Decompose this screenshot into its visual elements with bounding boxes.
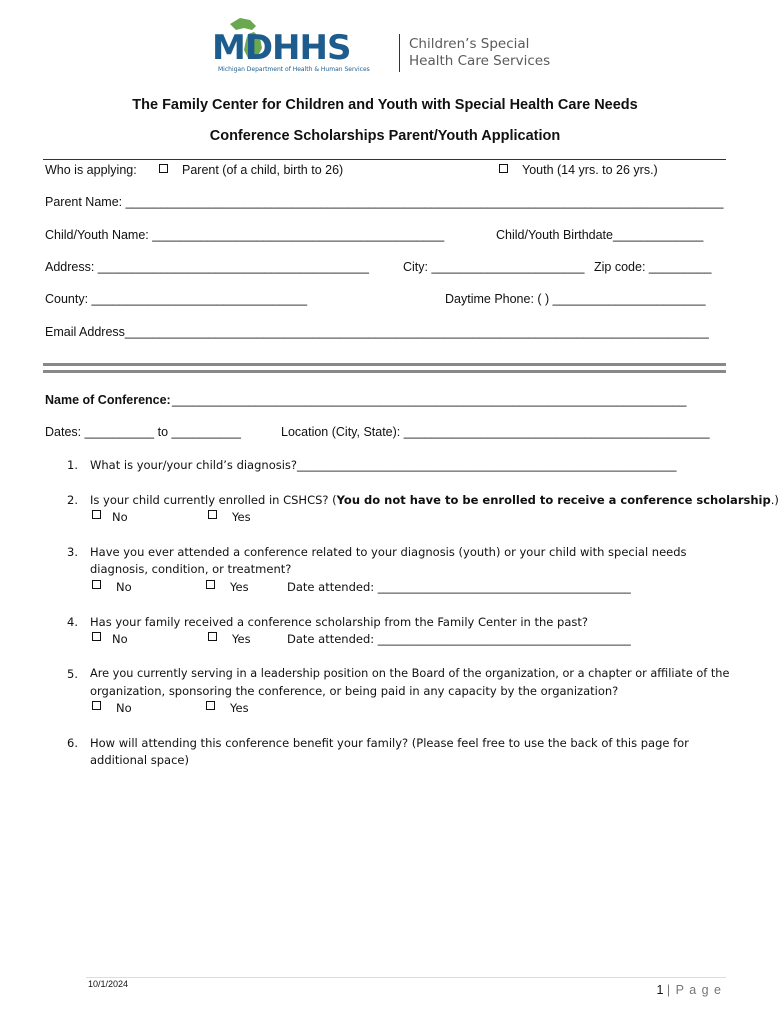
question-5-no-label: No: [116, 701, 132, 715]
question-5-line2: organization, sponsoring the conference, or being paid in any capacity by the organization?: [90, 684, 619, 698]
question-2-yes-checkbox[interactable]: [208, 510, 217, 519]
question-5-yes-label: Yes: [230, 701, 249, 715]
program-name-line2: Health Care Services: [409, 53, 551, 69]
youth-checkbox[interactable]: [499, 164, 508, 173]
question-5-number: 5.: [67, 667, 78, 681]
question-5-yes-checkbox[interactable]: [206, 701, 215, 710]
question-3-no-label: No: [116, 580, 132, 594]
section-divider-bottom: [43, 370, 726, 373]
who-applying-label: Who is applying:: [45, 163, 137, 177]
section-divider-top: [43, 363, 726, 366]
page-title: The Family Center for Children and Youth with Special Health Care Needs: [132, 97, 638, 113]
child-name-field[interactable]: Child/Youth Name: __________________________________________: [45, 228, 445, 242]
city-field[interactable]: City: ______________________: [403, 260, 585, 274]
question-4-no-label: No: [112, 632, 128, 646]
question-4-line1: Has your family received a conference scholarship from the Family Center in the past?: [90, 615, 588, 629]
question-2-number: 2.: [67, 493, 78, 507]
question-5-line1: Are you currently serving in a leadership position on the Board of the organization, or a chapter or affiliate of the: [90, 667, 730, 680]
conference-dates-field[interactable]: Dates: __________ to __________: [45, 425, 242, 439]
conference-name-field[interactable]: __________________________________________________________________________: [172, 393, 687, 407]
child-birthdate-field[interactable]: Child/Youth Birthdate_____________: [496, 228, 704, 242]
youth-option-label: Youth (14 yrs. to 26 yrs.): [522, 163, 658, 177]
question-3-no-checkbox[interactable]: [92, 580, 101, 589]
question-2-tail: .): [770, 493, 779, 507]
conference-name-label: Name of Conference:: [45, 393, 171, 407]
question-3-number: 3.: [67, 545, 78, 559]
parent-name-field[interactable]: Parent Name: ______________________________________________________________________________________: [45, 195, 724, 209]
question-4-no-checkbox[interactable]: [92, 632, 101, 641]
email-field[interactable]: Email Address____________________________________________________________________________________: [45, 325, 709, 339]
mdhhs-logo: [212, 16, 402, 76]
question-2-note: You do not have to be enrolled to receive a conference scholarship: [336, 493, 771, 507]
footer-page: [656, 983, 722, 997]
question-2-yes-label: Yes: [232, 510, 251, 524]
conference-location-field[interactable]: Location (City, State): ____________________________________________: [281, 425, 710, 439]
program-name-line1: Children’s Special: [409, 36, 530, 52]
county-field[interactable]: County: _______________________________: [45, 292, 308, 306]
footer-date: 10/1/2024: [88, 979, 129, 989]
footer-rule: [86, 977, 726, 978]
logo-subtext: Michigan Department of Health & Human Services: [218, 66, 370, 73]
question-4-yes-label: Yes: [232, 632, 251, 646]
question-3-line1: Have you ever attended a conference related to your diagnosis (youth) or your child with special needs: [90, 545, 687, 559]
question-3-date-field[interactable]: Date attended: ____________________________________________: [287, 580, 631, 594]
page-number: 1: [656, 983, 664, 997]
question-2-text: [90, 493, 779, 507]
address-field[interactable]: Address: _______________________________________: [45, 260, 369, 274]
parent-checkbox[interactable]: [159, 164, 168, 173]
question-3-yes-label: Yes: [230, 580, 249, 594]
question-2-no-label: No: [112, 510, 128, 524]
question-4-number: 4.: [67, 615, 78, 629]
question-2-prompt: Is your child currently enrolled in CSHCS? (: [90, 493, 337, 507]
title-rule: [43, 159, 726, 160]
question-3-line2: diagnosis, condition, or treatment?: [90, 562, 292, 576]
question-1-text[interactable]: What is your/your child’s diagnosis?__________________________________________________________________: [90, 458, 677, 472]
question-3-yes-checkbox[interactable]: [206, 580, 215, 589]
logo-divider: [399, 34, 400, 72]
question-6-line2: additional space): [90, 753, 189, 767]
page-label: | P a g e: [666, 983, 722, 997]
question-2-no-checkbox[interactable]: [92, 510, 101, 519]
question-5-no-checkbox[interactable]: [92, 701, 101, 710]
page-subtitle: Conference Scholarships Parent/Youth Application: [209, 128, 561, 144]
question-6-line1: How will attending this conference benefit your family? (Please feel free to use the back of this page for: [90, 736, 689, 750]
question-1-number: 1.: [67, 458, 78, 472]
parent-option-label: Parent (of a child, birth to 26): [182, 163, 344, 177]
zip-field[interactable]: Zip code: _________: [594, 260, 712, 274]
question-4-date-field[interactable]: Date attended: ____________________________________________: [287, 632, 631, 646]
phone-field[interactable]: Daytime Phone: ( ) ______________________: [445, 292, 706, 306]
question-4-yes-checkbox[interactable]: [208, 632, 217, 641]
logo-wordmark: MDHHS: [212, 28, 351, 68]
question-6-number: 6.: [67, 736, 78, 750]
